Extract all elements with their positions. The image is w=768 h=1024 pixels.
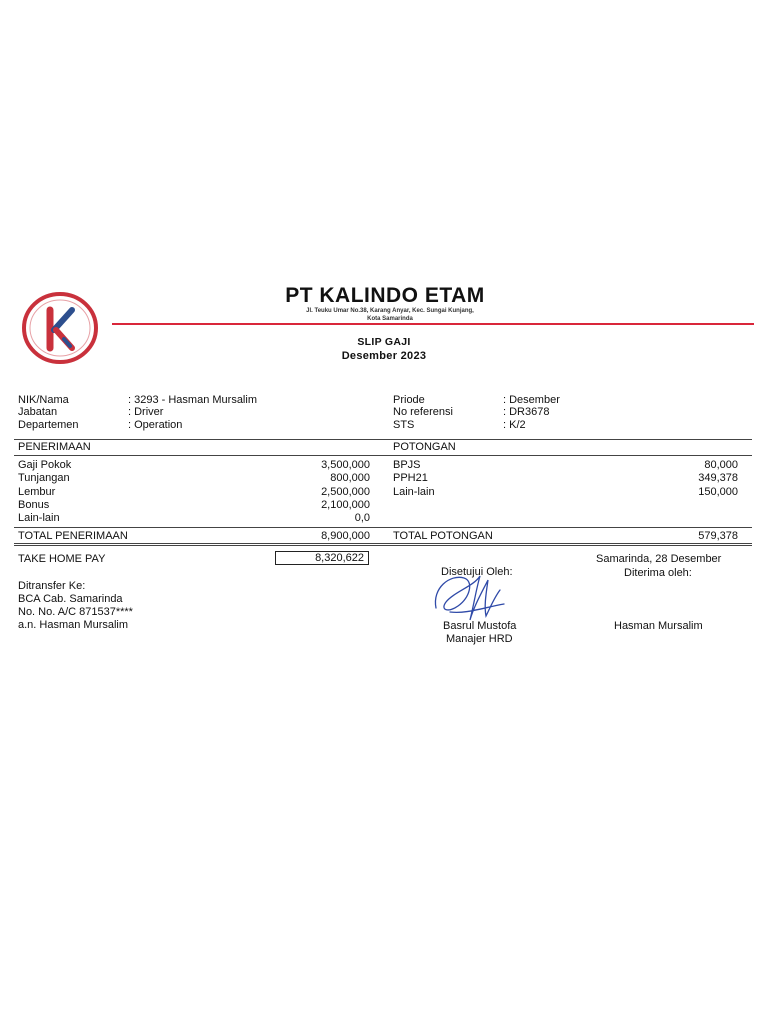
- penerimaan-value-gaji-pokok: 3,500,000: [321, 459, 370, 471]
- penerimaan-header: PENERIMAAN: [18, 441, 91, 453]
- section-top-line: [14, 439, 752, 440]
- transfer-line-2: BCA Cab. Samarinda: [18, 593, 123, 605]
- penerimaan-value-tunjangan: 800,000: [330, 472, 370, 484]
- slip-period: Desember 2023: [341, 350, 427, 362]
- address-line-2: Kota Samarinda: [367, 316, 413, 322]
- potongan-label-lain-lain: Lain-lain: [393, 486, 435, 498]
- penerimaan-value-lain-lain: 0,0: [354, 512, 370, 524]
- penerimaan-label-tunjangan: Tunjangan: [18, 472, 70, 484]
- total-potongan-value: 579,378: [698, 530, 738, 542]
- nik-value: : 3293 - Hasman Mursalim: [128, 394, 257, 406]
- potongan-header: POTONGAN: [393, 441, 456, 453]
- transfer-line-1: Ditransfer Ke:: [18, 580, 86, 592]
- disetujui-label: Disetujui Oleh:: [441, 566, 513, 578]
- signature-scribble-icon: [430, 568, 510, 624]
- totals-top-line: [14, 527, 752, 528]
- penerimaan-label-bonus: Bonus: [18, 499, 50, 511]
- receiver-name: Hasman Mursalim: [614, 620, 703, 632]
- nik-label: NIK/Nama: [18, 394, 69, 406]
- noref-label: No referensi: [393, 406, 453, 418]
- potongan-label-pph21: PPH21: [393, 472, 428, 484]
- place-date: Samarinda, 28 Desember: [596, 553, 722, 565]
- priode-value: : Desember: [503, 394, 560, 406]
- section-header-line: [14, 455, 752, 456]
- take-home-pay-label: TAKE HOME PAY: [18, 553, 106, 565]
- jabatan-label: Jabatan: [18, 406, 58, 418]
- transfer-line-4: a.n. Hasman Mursalim: [18, 619, 129, 631]
- jabatan-value: : Driver: [128, 406, 164, 418]
- penerimaan-label-gaji-pokok: Gaji Pokok: [18, 459, 72, 471]
- penerimaan-value-lembur: 2,500,000: [321, 486, 370, 498]
- total-penerimaan-value: 8,900,000: [321, 530, 370, 542]
- departemen-label: Departemen: [18, 419, 79, 431]
- penerimaan-label-lembur: Lembur: [18, 486, 56, 498]
- slip-title: SLIP GAJI: [357, 336, 411, 348]
- totals-double-line: [14, 545, 752, 546]
- transfer-line-3: No. No. A/C 871537****: [18, 606, 133, 618]
- penerimaan-label-lain-lain: Lain-lain: [18, 512, 60, 524]
- potongan-value-bpjs: 80,000: [704, 459, 738, 471]
- total-potongan-label: TOTAL POTONGAN: [393, 530, 493, 542]
- sts-value: : K/2: [503, 419, 526, 431]
- approver-name: Basrul Mustofa: [443, 620, 517, 632]
- penerimaan-value-bonus: 2,100,000: [321, 499, 370, 511]
- potongan-label-bpjs: BPJS: [393, 459, 421, 471]
- address-line-1: Jl. Teuku Umar No.38, Karang Anyar, Kec. Sungai Kunjang,: [306, 308, 474, 314]
- noref-value: : DR3678: [503, 406, 550, 418]
- header-divider: [112, 323, 754, 325]
- potongan-value-pph21: 349,378: [698, 472, 738, 484]
- potongan-value-lain-lain: 150,000: [698, 486, 738, 498]
- priode-label: Priode: [393, 394, 425, 406]
- company-address: [270, 307, 510, 323]
- take-home-pay-value: 8,320,622: [275, 551, 369, 565]
- diterima-label: Diterima oleh:: [624, 567, 692, 579]
- approver-title: Manajer HRD: [446, 633, 513, 645]
- totals-bottom-line: [14, 543, 752, 544]
- departemen-value: : Operation: [128, 419, 183, 431]
- company-name: PT KALINDO ETAM: [285, 284, 485, 307]
- total-penerimaan-label: TOTAL PENERIMAAN: [18, 530, 128, 542]
- sts-label: STS: [393, 419, 415, 431]
